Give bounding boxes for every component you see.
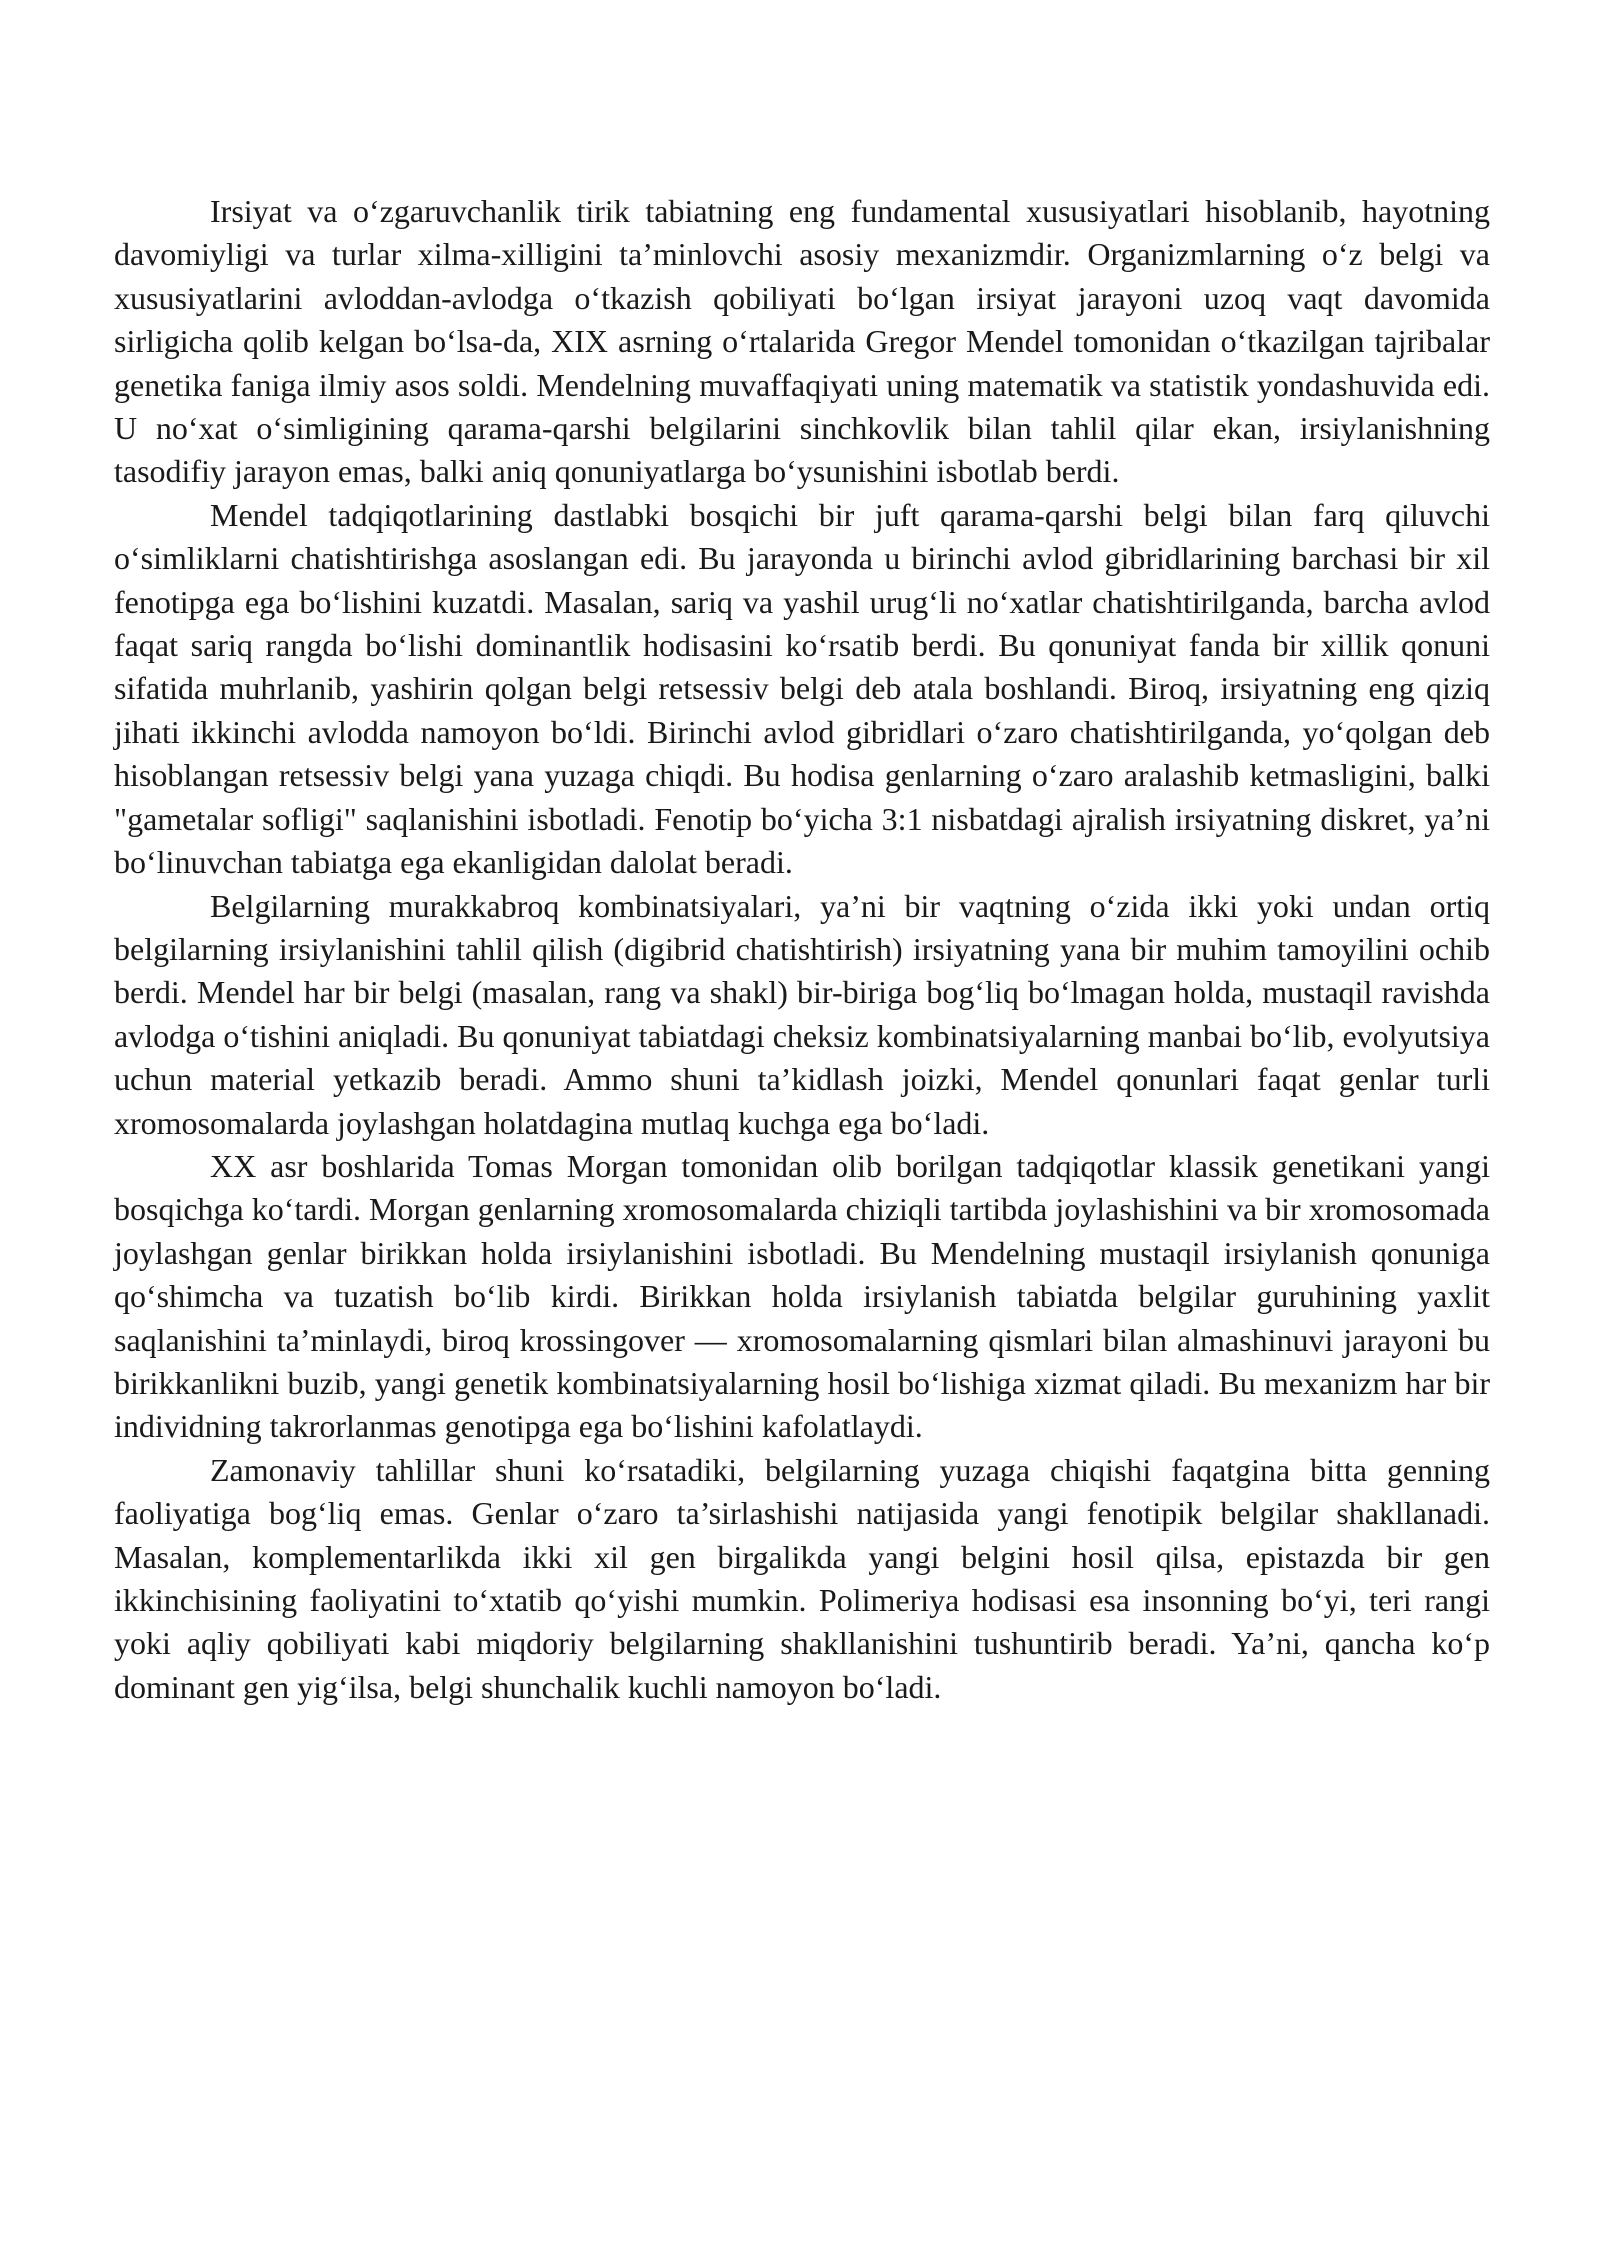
paragraph-dihybrid-cross: Belgilarning murakkabroq kombinatsiyalari, ya’ni bir vaqtning o‘zida ikki yoki undan ortiq belgilarning irsiylanishini tahlil qilish (digibrid chatishtirish) irsiyatning yana bir muhim tamoyilini ochib berdi. Mendel har bir belgi (masalan, rang va shakl) bir-biriga bog‘liq bo‘lmagan holda, mustaqil ravishda avlodga o‘tishini aniqladi. Bu qonuniyat tabiatdagi cheksiz kombinatsiyalarning manbai bo‘lib, evolyutsiya uchun material yetkazib beradi. Ammo shuni ta’kidlash joizki, Mendel qonunlari faqat genlar turli xromosomalarda joylashgan holatdagina mutlaq kuchga ega bo‘ladi. xyxy=(114,887,1490,1141)
paragraph-morgan-linkage: XX asr boshlarida Tomas Morgan tomonidan olib borilgan tadqiqotlar klassik genetikani yangi bosqichga ko‘tardi. Morgan genlarning xromosomalarda chiziqli tartibda joylashishini va bir xromosomada joylashgan genlar birikkan holda irsiylanishini isbotladi. Bu Mendelning mustaqil irsiylanish qonuniga qo‘shimcha va tuzatish bo‘lib kirdi. Birikkan holda irsiylanish tabiatda belgilar guruhining yaxlit saqlanishini ta’minlaydi, biroq krossingover — xromosomalarning qismlari bilan almashinuvi jarayoni bu birikkanlikni buzib, yangi genetik kombinatsiyalarning hosil bo‘lishiga xizmat qiladi. Bu mexanizm har bir individning takrorlanmas genotipga ega bo‘lishini kafolatlaydi. xyxy=(114,1147,1490,1445)
document-body xyxy=(114,190,1490,1709)
paragraph-gene-interaction: Zamonaviy tahlillar shuni ko‘rsatadiki, belgilarning yuzaga chiqishi faqatgina bitta genning faoliyatiga bog‘liq emas. Genlar o‘zaro ta’sirlashishi natijasida yangi fenotipik belgilar shakllanadi. Masalan, komplementarlikda ikki xil gen birgalikda yangi belgini hosil qilsa, epistazda bir gen ikkinchisining faoliyatini to‘xtatib qo‘yishi mumkin. Polimeriya hodisasi esa insonning bo‘yi, teri rangi yoki aqliy qobiliyati kabi miqdoriy belgilarning shakllanishini tushuntirib beradi. Ya’ni, qancha ko‘p dominant gen yig‘ilsa, belgi shunchalik kuchli namoyon bo‘ladi. xyxy=(114,1451,1490,1705)
paragraph-mendel-experiments: Mendel tadqiqotlarining dastlabki bosqichi bir juft qarama-qarshi belgi bilan farq qiluvchi o‘simliklarni chatishtirishga asoslangan edi. Bu jarayonda u birinchi avlod gibridlarining barchasi bir xil fenotipga ega bo‘lishini kuzatdi. Masalan, sariq va yashil urug‘li no‘xatlar chatishtirilganda, barcha avlod faqat sariq rangda bo‘lishi dominantlik hodisasini ko‘rsatib berdi. Bu qonuniyat fanda bir xillik qonuni sifatida muhrlanib, yashirin qolgan belgi retsessiv belgi deb atala boshlandi. Biroq, irsiyatning eng qiziq jihati ikkinchi avlodda namoyon bo‘ldi. Birinchi avlod gibridlari o‘zaro chatishtirilganda, yo‘qolgan deb hisoblangan retsessiv belgi yana yuzaga chiqdi. Bu hodisa genlarning o‘zaro aralashib ketmasligini, balki "gametalar sofligi" saqlanishini isbotladi. Fenotip bo‘yicha 3:1 nisbatdagi ajralish irsiyatning diskret, ya’ni bo‘linuvchan tabiatga ega ekanligidan dalolat beradi. xyxy=(114,496,1490,881)
paragraph-heredity-intro: Irsiyat va o‘zgaruvchanlik tirik tabiatning eng fundamental xususiyatlari hisoblanib, hayotning davomiyligi va turlar xilma-xilligini ta’minlovchi asosiy mexanizmdir. Organizmlarning o‘z belgi va xususiyatlarini avloddan-avlodga o‘tkazish qobiliyati bo‘lgan irsiyat jarayoni uzoq vaqt davomida sirligicha qolib kelgan bo‘lsa-da, XIX asrning o‘rtalarida Gregor Mendel tomonidan o‘tkazilgan tajribalar genetika faniga ilmiy asos soldi. Mendelning muvaffaqiyati uning matematik va statistik yondashuvida edi. U no‘xat o‘simligining qarama-qarshi belgilarini sinchkovlik bilan tahlil qilar ekan, irsiylanishning tasodifiy jarayon emas, balki aniq qonuniyatlarga bo‘ysunishini isbotlab berdi. xyxy=(114,193,1490,490)
